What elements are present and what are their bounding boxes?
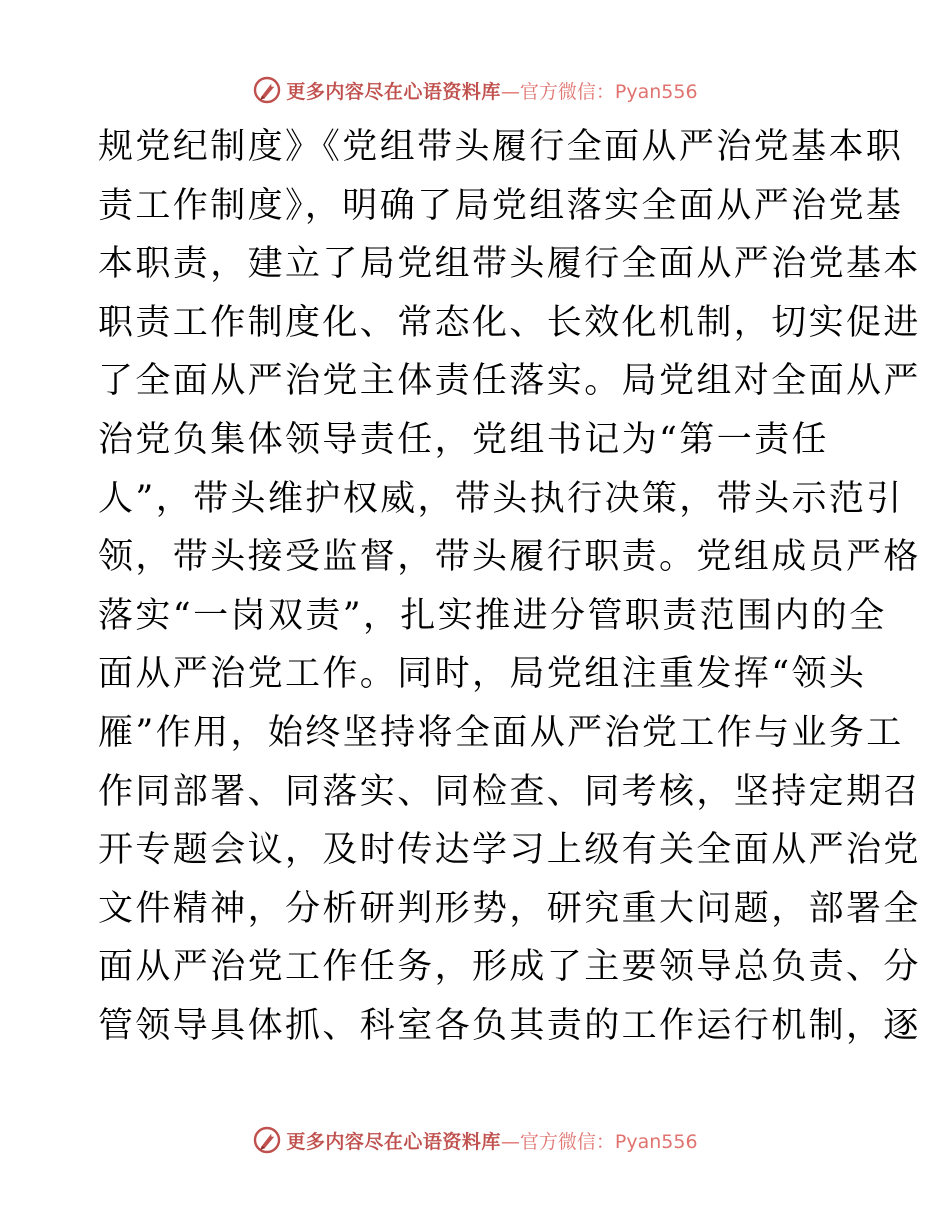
text-line: 作同部署、同落实、同检查、同考核，坚持定期召 [98,771,921,812]
header-banner [0,72,950,108]
text-line: 文件精神，分析研判形势，研究重大问题，部署全 [98,888,921,929]
text-line: 治党负集体领导责任，党组书记为“第一责任 [98,419,829,460]
text-line: 了全面从严治党主体责任落实。局党组对全面从严 [98,361,921,402]
text-line: 领，带头接受监督，带头履行职责。党组成员严格 [98,537,921,578]
footer-banner [0,1122,950,1158]
text-line: 人”，带头维护权威，带头执行决策，带头示范引 [98,478,904,519]
document-body [98,118,921,1056]
text-line: 责工作制度》，明确了局党组落实全面从严治党基 [98,185,904,226]
pen-nib-logo-icon [252,1125,282,1155]
text-line: 面从严治党工作任务，形成了主要领导总负责、分 [98,947,921,988]
text-line: 落实“一岗双责”，扎实推进分管职责范围内的全 [98,595,887,636]
text-line: 管领导具体抓、科室各负其责的工作运行机制，逐 [98,1005,921,1046]
header-banner-title: 更多内容尽在心语资料库 [286,80,501,103]
text-line: 开专题会议，及时传达学习上级有关全面从严治党 [98,830,921,871]
text-line: 本职责，建立了局党组带头履行全面从严治党基本 [98,244,921,285]
text-line: 面从严治党工作。同时，局党组注重发挥“领头 [98,654,867,695]
text-line: 职责工作制度化、常态化、长效化机制，切实促进 [98,302,921,343]
header-banner-wechat: —官方微信：Pyan556 [500,80,698,103]
text-line: 规党纪制度》《党组带头履行全面从严治党基本职 [98,127,904,167]
pen-nib-logo-icon [252,75,282,105]
footer-banner-wechat: —官方微信：Pyan556 [500,1130,698,1153]
text-line: 雁”作用，始终坚持将全面从严治党工作与业务工 [98,712,904,753]
footer-banner-title: 更多内容尽在心语资料库 [286,1130,501,1153]
